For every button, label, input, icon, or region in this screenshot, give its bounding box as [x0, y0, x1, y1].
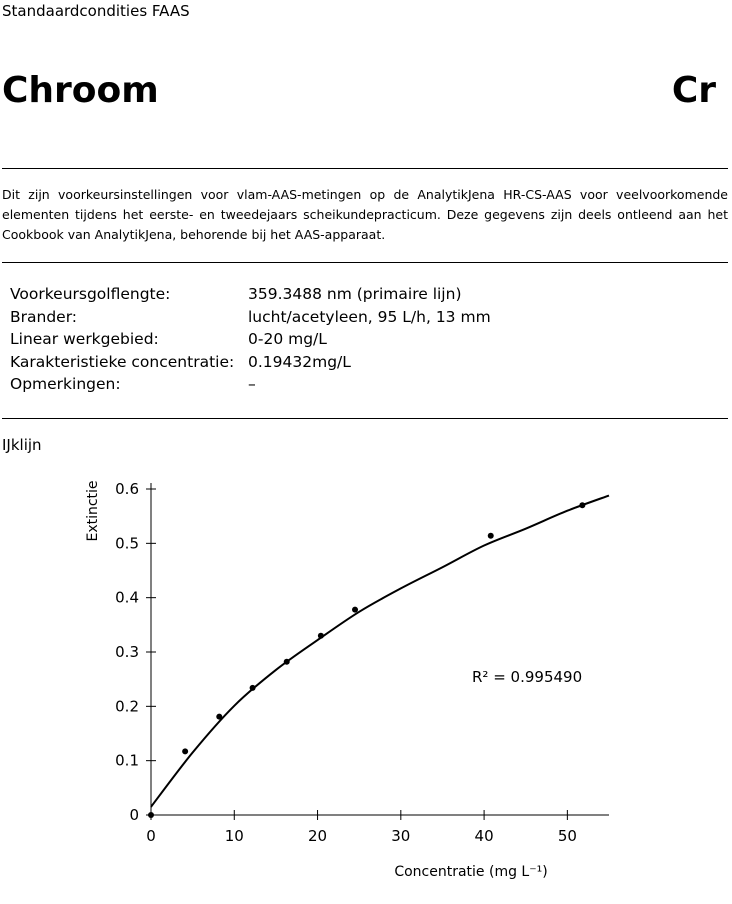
r-squared-label: R² = 0.995490 [472, 668, 583, 686]
y-tick-label: 0.5 [115, 534, 139, 553]
x-tick-label: 20 [307, 827, 328, 845]
calibration-chart [0, 460, 732, 904]
y-tick-label: 0.4 [115, 588, 139, 607]
x-axis-label: Concentratie (mg L⁻¹) [394, 864, 548, 880]
chart-axes [151, 483, 609, 815]
data-point [284, 659, 290, 665]
x-tick-label: 0 [146, 827, 156, 845]
data-points-group [148, 502, 585, 818]
data-point [318, 633, 324, 639]
spec-value: 0.19432mg/L [248, 352, 351, 371]
spec-table [10, 283, 491, 396]
spec-row [10, 373, 491, 396]
y-tick-label: 0 [129, 806, 139, 824]
data-point [148, 812, 154, 818]
spec-label: Voorkeursgolflengte: [10, 285, 171, 303]
spec-label: Linear werkgebied: [10, 330, 159, 348]
spec-row [10, 283, 491, 306]
y-tick-label: 0.3 [115, 643, 139, 661]
y-tick-label: 0.1 [115, 751, 139, 770]
spec-row [10, 328, 491, 351]
element-name: Chroom [2, 70, 159, 111]
divider-middle [2, 262, 728, 263]
document-header: Standaardcondities FAAS [2, 2, 190, 20]
divider-bottom [2, 418, 728, 419]
x-tick-label: 50 [557, 827, 577, 845]
spec-label: Opmerkingen: [10, 375, 121, 393]
divider-top [2, 168, 728, 169]
data-point [182, 748, 188, 754]
y-axis-label: Extinctie [85, 480, 101, 542]
section-title: IJklijn [2, 436, 42, 454]
spec-label: Brander: [10, 307, 78, 326]
data-point [579, 502, 585, 508]
x-tick-label: 10 [224, 827, 244, 845]
element-symbol: Cr [671, 70, 716, 111]
data-point [216, 714, 222, 720]
spec-row [10, 306, 491, 329]
intro-paragraph: Dit zijn voorkeursinstellingen voor vlam-AAS-metingen op de AnalytikJena HR-CS-AAS voor veelvoorkomende elementen tijdens het eerste- en tweedejaars scheikundepracticum. Deze gegevens zijn deels ontleend aan het Cookbook van AnalytikJena, behorende bij het AAS-apparaat. [2, 187, 728, 242]
data-point [488, 533, 494, 539]
spec-value: 0-20 mg/L [248, 330, 327, 348]
y-tick-label: 0.6 [115, 480, 139, 498]
spec-row [10, 351, 491, 374]
data-point [250, 685, 256, 691]
y-tick-label: 0.2 [115, 697, 139, 716]
x-tick-label: 40 [474, 827, 494, 845]
spec-label: Karakteristieke concentratie: [10, 352, 235, 371]
spec-value: lucht/acetyleen, 95 L/h, 13 mm [248, 307, 491, 326]
x-tick-label: 30 [391, 827, 411, 845]
fit-curve [151, 496, 609, 807]
spec-value: 359.3488 nm (primaire lijn) [248, 285, 462, 303]
fit-curve-group [151, 496, 609, 807]
data-point [352, 607, 358, 613]
spec-value: – [248, 375, 256, 393]
